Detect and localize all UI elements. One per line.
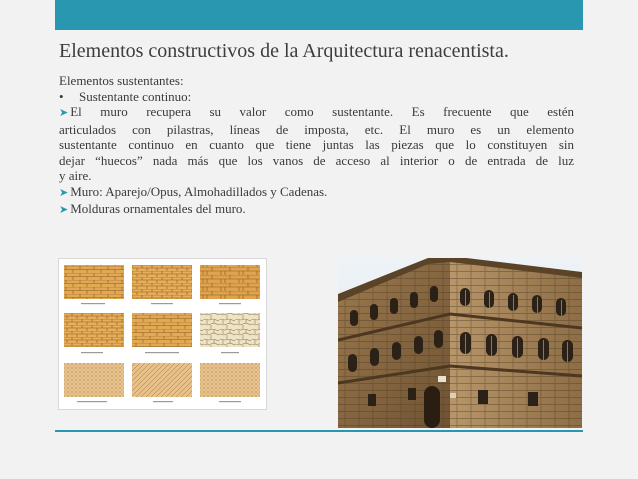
bullet-item <box>59 89 574 105</box>
paragraph-line-4: dejar “huecos” nada más que los vanos de acceso al interior o de entrada de luz <box>59 152 574 168</box>
pattern-tile-8 <box>132 363 192 397</box>
accent-bottom-rule <box>55 430 583 432</box>
pattern-tile-1 <box>64 265 124 299</box>
palace-facade-svg <box>338 258 582 428</box>
paragraph-line-2: articulados con pilastras, líneas de imposta, etc. El muro es un elemento <box>59 121 574 137</box>
bullet-dot-icon: • <box>59 88 64 104</box>
paragraph-line-1: ➤ El muro recupera su valor como sustentante. Es frecuente que estén <box>59 104 574 119</box>
pattern-tile-3 <box>200 265 260 299</box>
pattern-tile-7 <box>64 363 124 397</box>
slide-body <box>59 73 574 219</box>
pattern-tile-5 <box>132 313 192 347</box>
pattern-tile-4 <box>64 313 124 347</box>
masonry-patterns-svg <box>59 259 266 409</box>
subtitle: Elementos sustentantes: <box>59 73 184 88</box>
palace-facade-photo <box>338 258 582 428</box>
paragraph-line-3: sustentante continuo en cuanto que tiene juntas las piezas que lo constituyen sin <box>59 137 574 152</box>
paragraph <box>59 104 574 184</box>
pattern-tile-6 <box>200 313 260 347</box>
paragraph-line-5: y aire. <box>59 168 92 183</box>
bullet-text: Sustentante continuo: <box>79 88 192 104</box>
slide-title: Elementos constructivos de la Arquitectura renacentista. <box>59 40 509 62</box>
masonry-patterns-image <box>58 258 267 410</box>
arrow-bullet-icon: ➤ <box>59 204 69 216</box>
accent-top-bar <box>55 0 583 30</box>
arrow-bullet-icon: ➤ <box>59 107 69 119</box>
arrow-bullet-icon: ➤ <box>59 186 69 199</box>
item-molduras: ➤ Molduras ornamentales del muro. <box>59 201 246 216</box>
pattern-tile-9 <box>200 363 260 397</box>
pattern-tile-2 <box>132 265 192 299</box>
item-muro: ➤ Muro: Aparejo/Opus, Almohadillados y Cadenas. <box>59 183 328 199</box>
